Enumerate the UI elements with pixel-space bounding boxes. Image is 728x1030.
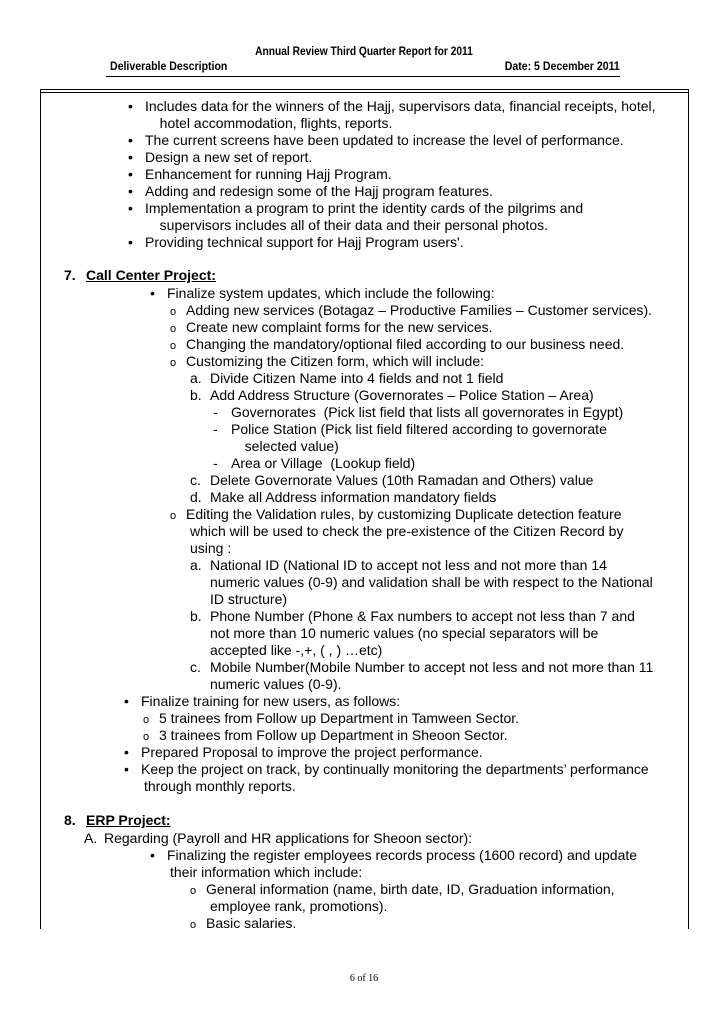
list-marker: • [150,847,155,863]
list-marker: o [143,731,150,743]
content-border-top [40,89,689,90]
header-divider [106,76,620,77]
list-marker: • [128,132,133,148]
list-marker: o [190,919,197,931]
list-marker: o [170,306,177,318]
page-number: 6 of 16 [349,973,379,984]
list-marker: • [124,744,129,760]
content-border-top-inner [40,92,689,93]
list-item-text: their information which include: [170,864,363,880]
list-item-text: Finalizing the register employees records process (1600 record) and update [167,847,638,863]
list-item-text: Enhancement for running Hajj Program. [145,166,392,182]
list-item-text: Create new complaint forms for the new services. [186,319,493,335]
list-item-text: through monthly reports. [144,778,296,794]
list-marker: c. [190,472,201,488]
list-marker: o [143,714,150,726]
list-item-text: Phone Number (Phone & Fax numbers to accept not less than 7 and [210,608,635,624]
list-item-text: which will be used to check the pre-existence of the Citizen Record by [190,523,624,539]
list-marker: o [170,357,177,369]
list-item-text: Adding new services (Botagaz – Productive Families – Customer services). [186,302,653,318]
list-item-text: selected value) [233,438,339,454]
list-marker: • [124,761,129,777]
list-marker: o [170,340,177,352]
list-item-text: Add Address Structure (Governorates – Police Station – Area) [210,387,594,403]
list-item-text: Governorates (Pick list field that lists all governorates in Egypt) [231,404,624,420]
list-item-text: Finalize training for new users, as follows: [141,693,401,709]
list-item-text: Area or Village (Lookup field) [231,455,416,471]
list-marker: • [128,183,133,199]
list-marker: b. [190,608,202,624]
list-item-text: Basic salaries. [206,915,297,931]
list-marker: • [124,693,129,709]
list-item-text: ID structure) [210,591,288,607]
list-marker: d. [190,489,202,505]
list-item-text: supervisors includes all of their data and their personal photos. [148,217,549,233]
list-item-text: Customizing the Citizen form, which will include: [186,353,484,369]
list-marker: 7. [64,267,76,283]
list-item-text: Delete Governorate Values (10th Ramadan and Others) value [210,472,594,488]
list-marker: b. [190,387,202,403]
list-marker: A. [84,830,98,846]
list-item-text: Editing the Validation rules, by customizing Duplicate detection feature [186,506,622,522]
list-marker: a. [190,370,202,386]
list-marker: c. [190,659,201,675]
list-marker: • [150,285,155,301]
list-item-text: numeric values (0-9) and validation shall be with respect to the National [210,574,653,590]
list-item-text: Mobile Number(Mobile Number to accept not less and not more than 11 [210,659,654,675]
list-item-text: National ID (National ID to accept not less and not more than 14 [210,557,607,573]
list-marker: o [190,885,197,897]
list-marker: - [213,421,218,437]
content-border-left [40,89,41,929]
list-item-text: Includes data for the winners of the Hajj, supervisors data, financial receipts, hotel, [145,98,656,114]
content-border-right [688,89,689,929]
section-heading: Call Center Project: [86,267,216,283]
list-item-text: 3 trainees from Follow up Department in Sheoon Sector. [159,727,508,743]
list-marker: - [213,404,218,420]
list-item-text: Divide Citizen Name into 4 fields and not 1 field [210,370,504,386]
list-item-text: using : [190,540,232,556]
list-item-text: Implementation a program to print the identity cards of the pilgrims and [145,200,584,216]
list-item-text: accepted like -,+, ( , ) …etc) [210,642,383,658]
list-marker: • [128,234,133,250]
list-marker: o [170,510,177,522]
list-item-text: numeric values (0-9). [210,676,342,692]
list-marker: 8. [64,812,76,828]
report-title: Annual Review Third Quarter Report for 2011 [255,44,473,58]
list-marker: o [170,323,177,335]
header-section-label: Deliverable Description [110,59,228,73]
list-item-text: hotel accommodation, flights, reports. [148,115,393,131]
list-item-text: Finalize system updates, which include the following: [167,285,495,301]
list-marker: a. [190,557,202,573]
list-item-text: Adding and redesign some of the Hajj program features. [145,183,493,199]
list-item-text: Changing the mandatory/optional filed according to our business need. [186,336,625,352]
list-item-text: Providing technical support for Hajj Program users'. [145,234,464,250]
list-item-text: Police Station (Pick list field filtered according to governorate [231,421,607,437]
list-item-text: The current screens have been updated to increase the level of performance. [145,132,624,148]
list-marker: • [128,149,133,165]
list-item-text: Design a new set of report. [145,149,313,165]
list-marker: • [128,166,133,182]
list-item-text: employee rank, promotions). [210,898,388,914]
list-marker: - [213,455,218,471]
list-item-text: 5 trainees from Follow up Department in Tamween Sector. [159,710,520,726]
list-item-text: Regarding (Payroll and HR applications for Sheoon sector): [104,830,473,846]
list-item-text: Prepared Proposal to improve the project performance. [141,744,483,760]
list-item-text: Keep the project on track, by continually monitoring the departments’ performance [141,761,649,777]
section-heading: ERP Project: [86,812,171,828]
list-marker: • [128,98,133,114]
header-date: Date: 5 December 2011 [504,59,620,73]
list-item-text: General information (name, birth date, ID, Graduation information, [206,881,615,897]
list-item-text: not more than 10 numeric values (no special separators will be [210,625,599,641]
list-item-text: Make all Address information mandatory fields [210,489,497,505]
list-marker: • [128,200,133,216]
